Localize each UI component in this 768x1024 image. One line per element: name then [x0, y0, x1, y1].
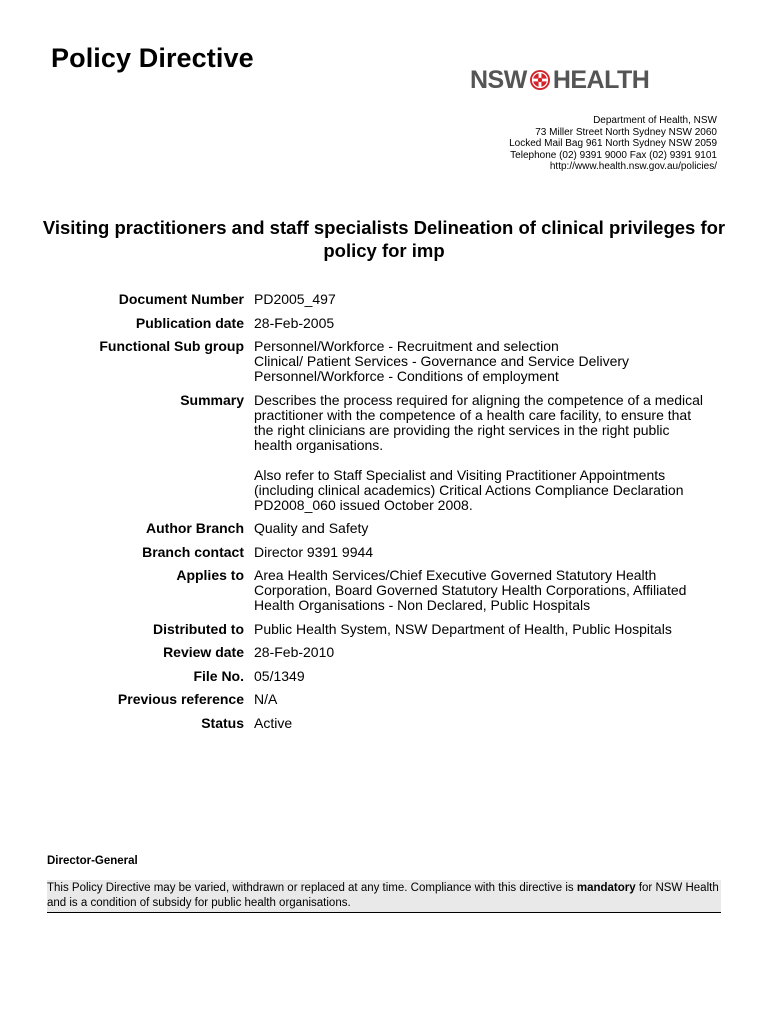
detail-label: Applies to	[176, 567, 244, 583]
detail-value	[254, 292, 714, 307]
detail-value-line: N/A	[254, 691, 278, 707]
contact-department: Department of Health, NSW	[593, 115, 717, 126]
detail-row	[0, 339, 768, 384]
detail-value-line: 05/1349	[254, 667, 305, 684]
detail-label: Functional Sub group	[99, 338, 244, 354]
detail-value	[254, 669, 714, 684]
detail-value	[254, 622, 714, 637]
detail-row	[0, 521, 768, 536]
detail-row	[0, 393, 768, 513]
detail-value	[254, 521, 714, 536]
detail-value-line: the right clinicians are providing the right services in the right public	[254, 421, 670, 438]
detail-row	[0, 292, 768, 307]
detail-row	[0, 645, 768, 660]
detail-value-line: PD2008_060 issued October 2008.	[254, 496, 473, 513]
contact-street-address: 73 Miller Street North Sydney NSW 2060	[535, 126, 717, 138]
detail-label: Summary	[180, 391, 244, 408]
detail-value-line: Public Health System, NSW Department of Health, Public Hospitals	[254, 620, 672, 637]
detail-value-line: 28-Feb-2010	[254, 644, 335, 660]
detail-value	[254, 339, 714, 384]
logo-text-left: NSW	[470, 65, 527, 94]
detail-label: Previous reference	[117, 691, 244, 707]
detail-value-line: health organisations.	[254, 436, 384, 453]
waratah-seal-icon	[529, 69, 551, 91]
contact-mail-bag: Locked Mail Bag 961 North Sydney NSW 2059	[509, 138, 717, 149]
detail-value	[254, 568, 714, 613]
page-heading: Policy Directive	[51, 43, 254, 73]
detail-label: Publication date	[135, 314, 244, 331]
detail-row	[0, 716, 768, 731]
document-details	[0, 292, 768, 739]
notice-text-start: This Policy Directive may be varied, withdrawn or replaced at any time. Compliance with this directive is	[47, 882, 577, 894]
detail-value-line: Describes the process required for aligning the competence of a medical	[254, 391, 704, 408]
compliance-notice	[47, 880, 721, 913]
detail-row	[0, 316, 768, 331]
detail-row	[0, 545, 768, 560]
detail-row	[0, 669, 768, 684]
notice-mandatory: mandatory	[576, 882, 636, 894]
detail-value-line: Corporation, Board Governed Statutory Health Corporations, Affiliated	[254, 582, 687, 598]
detail-row	[0, 692, 768, 707]
detail-value	[254, 645, 714, 660]
detail-value	[254, 716, 714, 731]
detail-value-line: Personnel/Workforce - Recruitment and selection	[254, 338, 559, 354]
detail-value	[254, 393, 714, 513]
notice-text-end: for NSW Health and is a condition of subsidy for public health organisations.	[47, 882, 719, 909]
detail-value	[254, 316, 714, 331]
detail-value-line: practitioner with the competence of a health care facility, to ensure that	[254, 406, 692, 423]
detail-value-line: Quality and Safety	[254, 520, 369, 536]
contact-block	[509, 115, 717, 173]
detail-value-line: Director 9391 9944	[254, 543, 374, 560]
detail-label: Document Number	[118, 291, 244, 307]
logo-text-right: HEALTH	[552, 65, 650, 94]
detail-value-line: Clinical/ Patient Services - Governance and Service Delivery	[254, 353, 630, 369]
paragraph-gap	[254, 453, 714, 468]
detail-label: Status	[201, 714, 244, 731]
detail-value	[254, 545, 714, 560]
signatory-label: Director-General	[47, 855, 138, 867]
detail-value-line: (including clinical academics) Critical Actions Compliance Declaration	[254, 481, 684, 498]
contact-phone-fax: Telephone (02) 9391 9000 Fax (02) 9391 9101	[510, 149, 717, 161]
detail-value-line: Health Organisations - Non Declared, Public Hospitals	[254, 597, 591, 613]
detail-value-line: 28-Feb-2005	[254, 314, 335, 331]
detail-value-line: Active	[254, 714, 293, 731]
detail-value-line: Area Health Services/Chief Executive Governed Statutory Health	[254, 567, 657, 583]
detail-label: Distributed to	[153, 620, 244, 637]
detail-label: File No.	[193, 667, 244, 684]
detail-row	[0, 622, 768, 637]
detail-label: Author Branch	[146, 520, 244, 536]
nsw-health-logo	[470, 66, 649, 94]
contact-website-link[interactable]: http://www.health.nsw.gov.au/policies/	[549, 161, 717, 172]
detail-row	[0, 568, 768, 613]
detail-value-line: Personnel/Workforce - Conditions of employment	[254, 368, 559, 384]
document-title: Visiting practitioners and staff specialists Delineation of clinical privileges for policy for imp	[42, 217, 726, 261]
detail-value-line: PD2005_497	[254, 291, 336, 307]
detail-value	[254, 692, 714, 707]
detail-label: Branch contact	[142, 543, 244, 560]
detail-label: Review date	[163, 644, 244, 660]
detail-value-line: Also refer to Staff Specialist and Visiting Practitioner Appointments	[254, 466, 666, 483]
